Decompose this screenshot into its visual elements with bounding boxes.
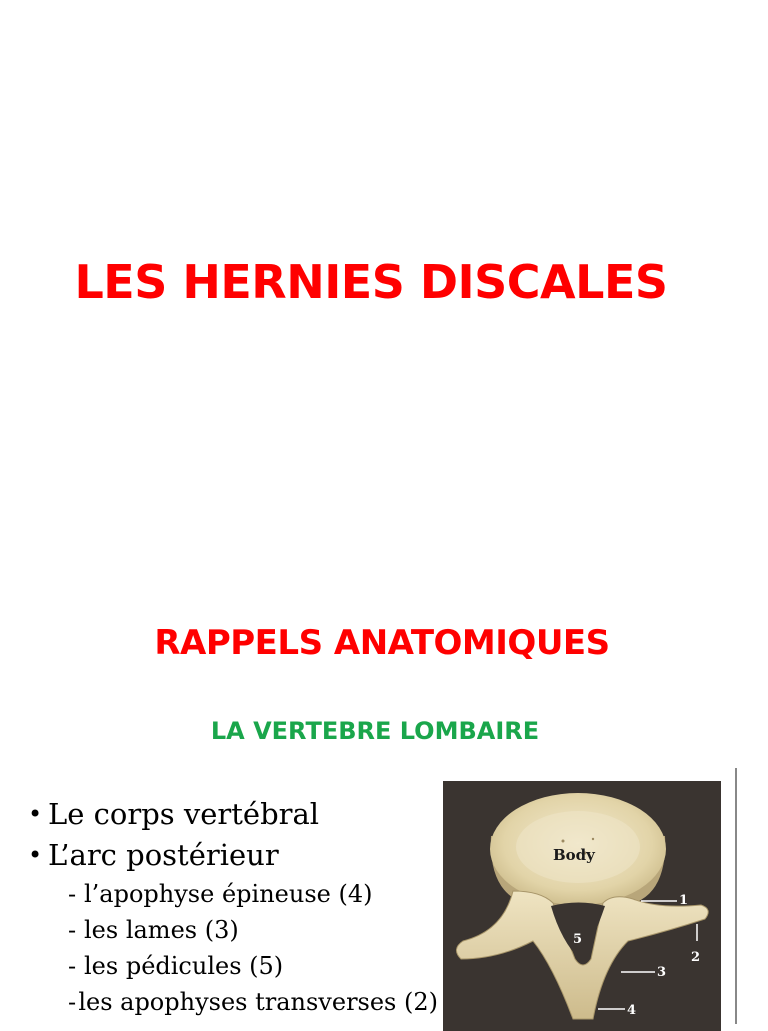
subsection-title: LA VERTEBRE LOMBAIRE bbox=[210, 717, 540, 745]
sub-bullet-text: l’apophyse épineuse (4) bbox=[84, 880, 373, 908]
bullet-text: L’arc postérieur bbox=[48, 838, 279, 872]
bullet-text: Le corps vertébral bbox=[48, 797, 320, 831]
dash-icon: - bbox=[68, 880, 77, 908]
label-3: 3 bbox=[657, 965, 667, 980]
sub-bullet-list bbox=[28, 876, 438, 1020]
body-label: Body bbox=[553, 846, 595, 864]
sub-bullet-item bbox=[68, 948, 438, 984]
vertebra-photo bbox=[443, 781, 721, 1031]
bullet-list bbox=[28, 794, 438, 1020]
bullet-item bbox=[28, 794, 438, 835]
label-5: 5 bbox=[573, 932, 583, 947]
vertebra-illustration bbox=[443, 781, 721, 1031]
dash-icon: - bbox=[68, 916, 77, 944]
label-2: 2 bbox=[691, 950, 701, 965]
sub-bullet-item bbox=[68, 912, 438, 948]
bullet-item bbox=[28, 835, 438, 876]
bullet-dot-icon: • bbox=[28, 841, 43, 869]
sub-bullet-text: les pédicules (5) bbox=[84, 952, 284, 980]
label-4: 4 bbox=[627, 1003, 637, 1018]
dash-icon: - bbox=[68, 988, 77, 1016]
label-1: 1 bbox=[679, 893, 689, 908]
bullet-dot-icon: • bbox=[28, 800, 43, 828]
slide-title: LES HERNIES DISCALES bbox=[74, 255, 668, 309]
sub-bullet-text: les lames (3) bbox=[84, 916, 239, 944]
sub-bullet-text: les apophyses transverses (2) bbox=[78, 988, 438, 1016]
section-title: RAPPELS ANATOMIQUES bbox=[154, 623, 610, 663]
sub-bullet-item bbox=[68, 876, 438, 912]
dash-icon: - bbox=[68, 952, 77, 980]
sub-bullet-item bbox=[68, 984, 438, 1020]
slide-divider bbox=[735, 768, 737, 1024]
